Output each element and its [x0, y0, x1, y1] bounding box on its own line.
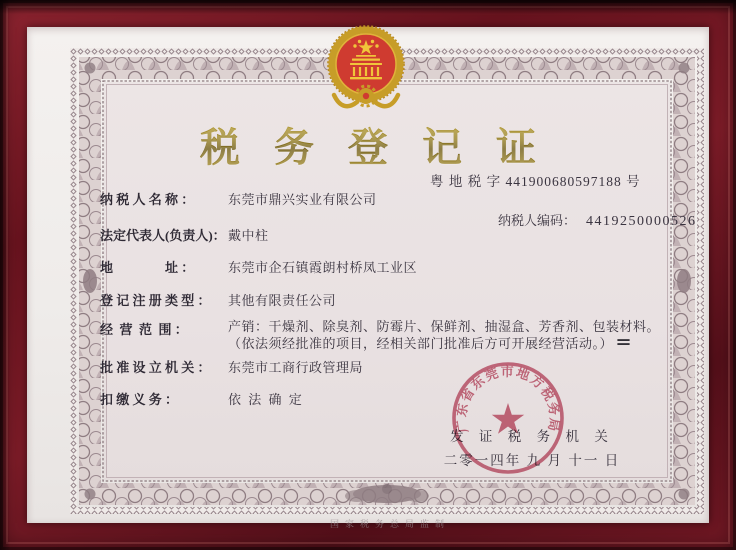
taxpayer-code-value: 4419250000526: [586, 214, 697, 229]
field-label: 纳 税 人 名 称 ：: [100, 192, 195, 207]
certificate-serial-number: 粤 地 税 字 441900680597188 号: [430, 174, 641, 189]
china-national-emblem-icon: [326, 22, 406, 116]
supervision-footer-note: 国家税务总局监制: [329, 519, 450, 529]
handwritten-equals-mark: ＝: [615, 333, 633, 354]
field-label: 法定代表人(负责人)：: [100, 228, 226, 243]
stamp-star-icon: [492, 403, 524, 434]
issue-date: 二零一四年 九 月 十一 日: [443, 453, 621, 468]
field-label: 地 址 ：: [100, 260, 195, 275]
field-label: 登 记 注 册 类 型 ：: [100, 293, 211, 308]
field-value: 东莞市工商行政管理局: [228, 360, 364, 375]
issuing-authority-line: 发 证 税 务 机 关: [450, 429, 614, 444]
official-red-stamp: [448, 358, 568, 478]
field-label: 经 营 范 围 ：: [100, 322, 188, 337]
business-scope-text: 产销：干燥剂、除臭剂、防霉片、保鲜剂、抽湿盒、芳香剂、包装材料。（依法须经批准的项目，经相关部门批准后方可开展经营活动。）: [228, 319, 661, 351]
photo-shadow-top: [0, 0, 736, 14]
taxpayer-code-line: [498, 210, 697, 230]
field-value: 依 法 确 定: [228, 392, 304, 407]
field-value: [228, 319, 666, 352]
field-value: 东莞市企石镇霞朗村桥凤工业区: [228, 260, 418, 275]
field-value: 东莞市鼎兴实业有限公司: [228, 192, 377, 207]
certificate-title: 税务登记证: [0, 116, 736, 173]
photo-shadow-left: [0, 0, 10, 550]
stamp-arc-text: 广东省东莞市地方税务局: [453, 363, 563, 434]
field-value: 其他有限责任公司: [228, 293, 337, 308]
field-label: 批 准 设 立 机 关 ：: [100, 360, 211, 375]
field-label: 扣 缴 义 务 ：: [100, 392, 179, 407]
field-value: 戴中柱: [228, 228, 269, 243]
taxpayer-code-label: 纳税人编码：: [498, 213, 577, 228]
